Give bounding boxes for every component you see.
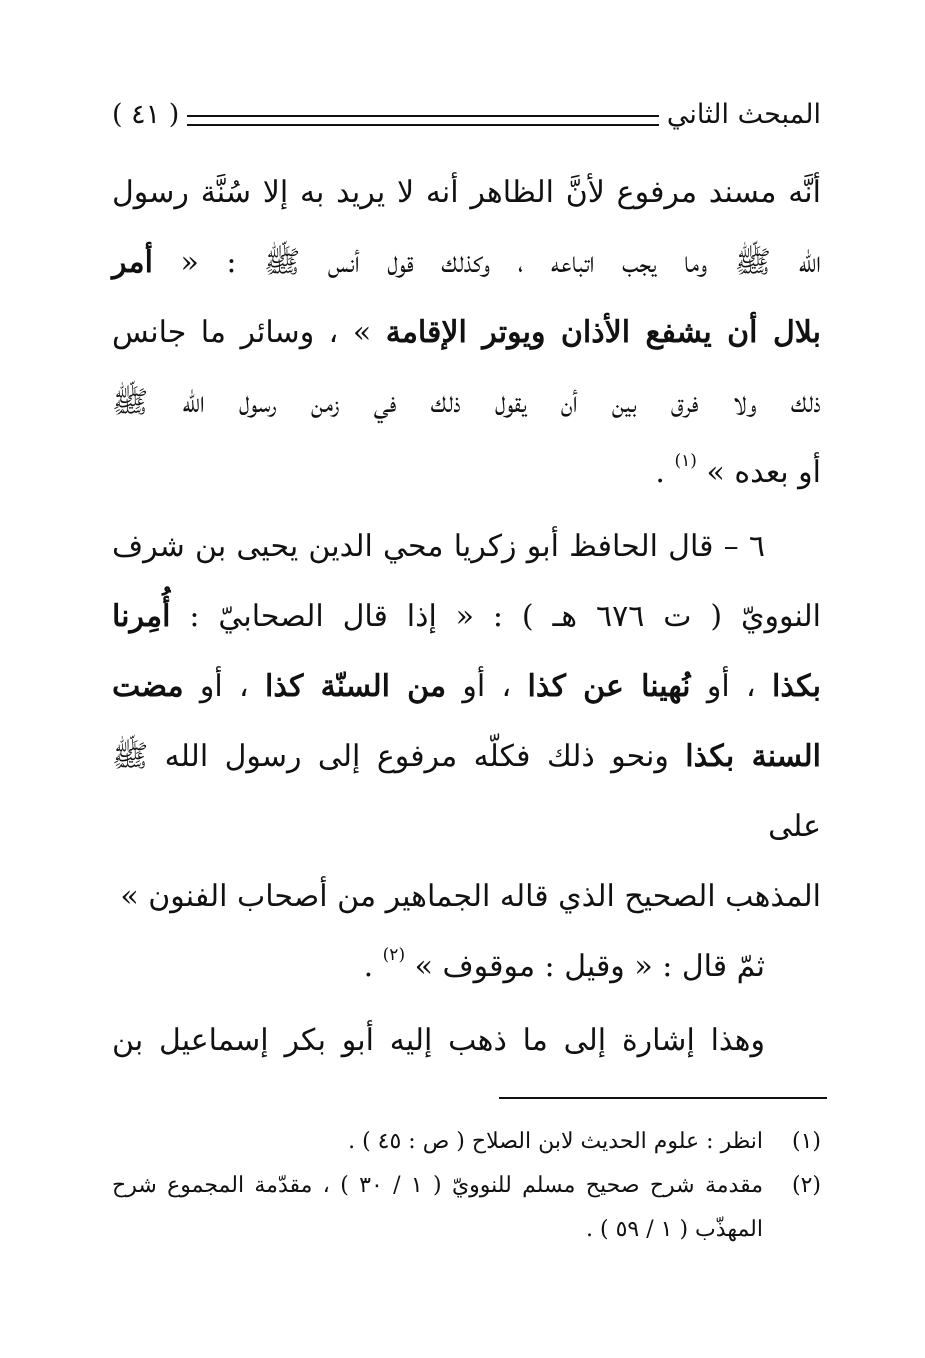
- footnotes: [112, 1120, 821, 1252]
- page-number: ( ٤١ ): [112, 98, 180, 130]
- header-rule: [187, 115, 659, 126]
- footnote-number: (١): [791, 1129, 821, 1154]
- text-line: [112, 582, 821, 652]
- footnote-number: (٢): [791, 1173, 821, 1198]
- text-line: [112, 228, 821, 298]
- text-span: ٦ – قال الحافظ أبو زكريا محي الدين يحيى بن شرف: [112, 529, 765, 564]
- footnote: [112, 1120, 821, 1164]
- text-line: [112, 512, 821, 582]
- text-span: ، أو: [183, 669, 265, 704]
- text-span: ثمّ قال : « وقيل : موقوف »: [405, 949, 765, 984]
- text-span: .: [655, 455, 675, 490]
- text-span: .: [363, 949, 383, 984]
- bold-quote: بلال أن يشفع الأذان ويوتر الإقامة: [385, 315, 821, 350]
- footnote-text: مقدمة شرح صحيح مسلم للنوويّ ( ١ / ٣٠ ) ، مقدّمة المجموع شرح المهذّب ( ١ / ٥٩ ) .: [112, 1173, 763, 1242]
- chapter-title: المبحث الثاني: [666, 98, 821, 130]
- footnote-ref: (٢): [382, 945, 406, 965]
- text-span: أو بعده »: [696, 455, 821, 490]
- text-span: ذلك ولا فرق بين أن يقول ذلك في زمن رسول الله ﷺ: [112, 385, 821, 420]
- text-line: [112, 652, 821, 722]
- text-line: [112, 438, 821, 512]
- bold-quote: من السنّة كذا: [265, 669, 447, 704]
- main-text: [112, 158, 821, 1076]
- bold-quote: نُهينا عن كذا: [527, 669, 691, 704]
- text-span: أنَّه مسند مرفوع لأنَّ الظاهر أنه لا يريد به إلا سُنَّة رسول: [112, 175, 821, 210]
- footnote: [112, 1164, 821, 1252]
- text-span: النوويّ ( ت ٦٧٦ هـ ) : « إذا قال الصحابيّ :: [170, 599, 821, 634]
- text-line: [112, 298, 821, 368]
- text-span: ، أو: [690, 669, 772, 704]
- text-line: [112, 158, 821, 228]
- text-line: [112, 932, 821, 1006]
- text-span: المذهب الصحيح الذي قاله الجماهير من أصحاب الفنون »: [120, 879, 821, 914]
- text-span: » ، وسائر ما جانس: [112, 315, 386, 350]
- text-line: [112, 1006, 821, 1076]
- footnote-ref: (١): [674, 451, 697, 471]
- bold-quote: مضت: [112, 669, 184, 704]
- footnote-text: انظر : علوم الحديث لابن الصلاح ( ص : ٤٥ ) .: [348, 1129, 763, 1154]
- page-header: [112, 92, 821, 136]
- footnote-divider: [499, 1097, 827, 1099]
- bold-quote: أمر: [112, 245, 153, 280]
- text-span: ، أو: [446, 669, 528, 704]
- text-line: [112, 368, 821, 438]
- text-span: وهذا إشارة إلى ما ذهب إليه أبو بكر إسماعيل بن: [112, 1023, 765, 1058]
- text-span: ونحو ذلك فكلّه مرفوع إلى رسول الله ﷺ على: [112, 739, 821, 844]
- bold-quote: أُمِرنا: [112, 599, 171, 634]
- text-line: [112, 862, 821, 932]
- text-line: [112, 722, 821, 862]
- bold-quote: بكذا: [771, 669, 821, 704]
- bold-quote: السنة بكذا: [685, 739, 821, 774]
- text-span: الله ﷺ وما يجب اتباعه ، وكذلك قول أنس ﷺ : «: [152, 245, 821, 280]
